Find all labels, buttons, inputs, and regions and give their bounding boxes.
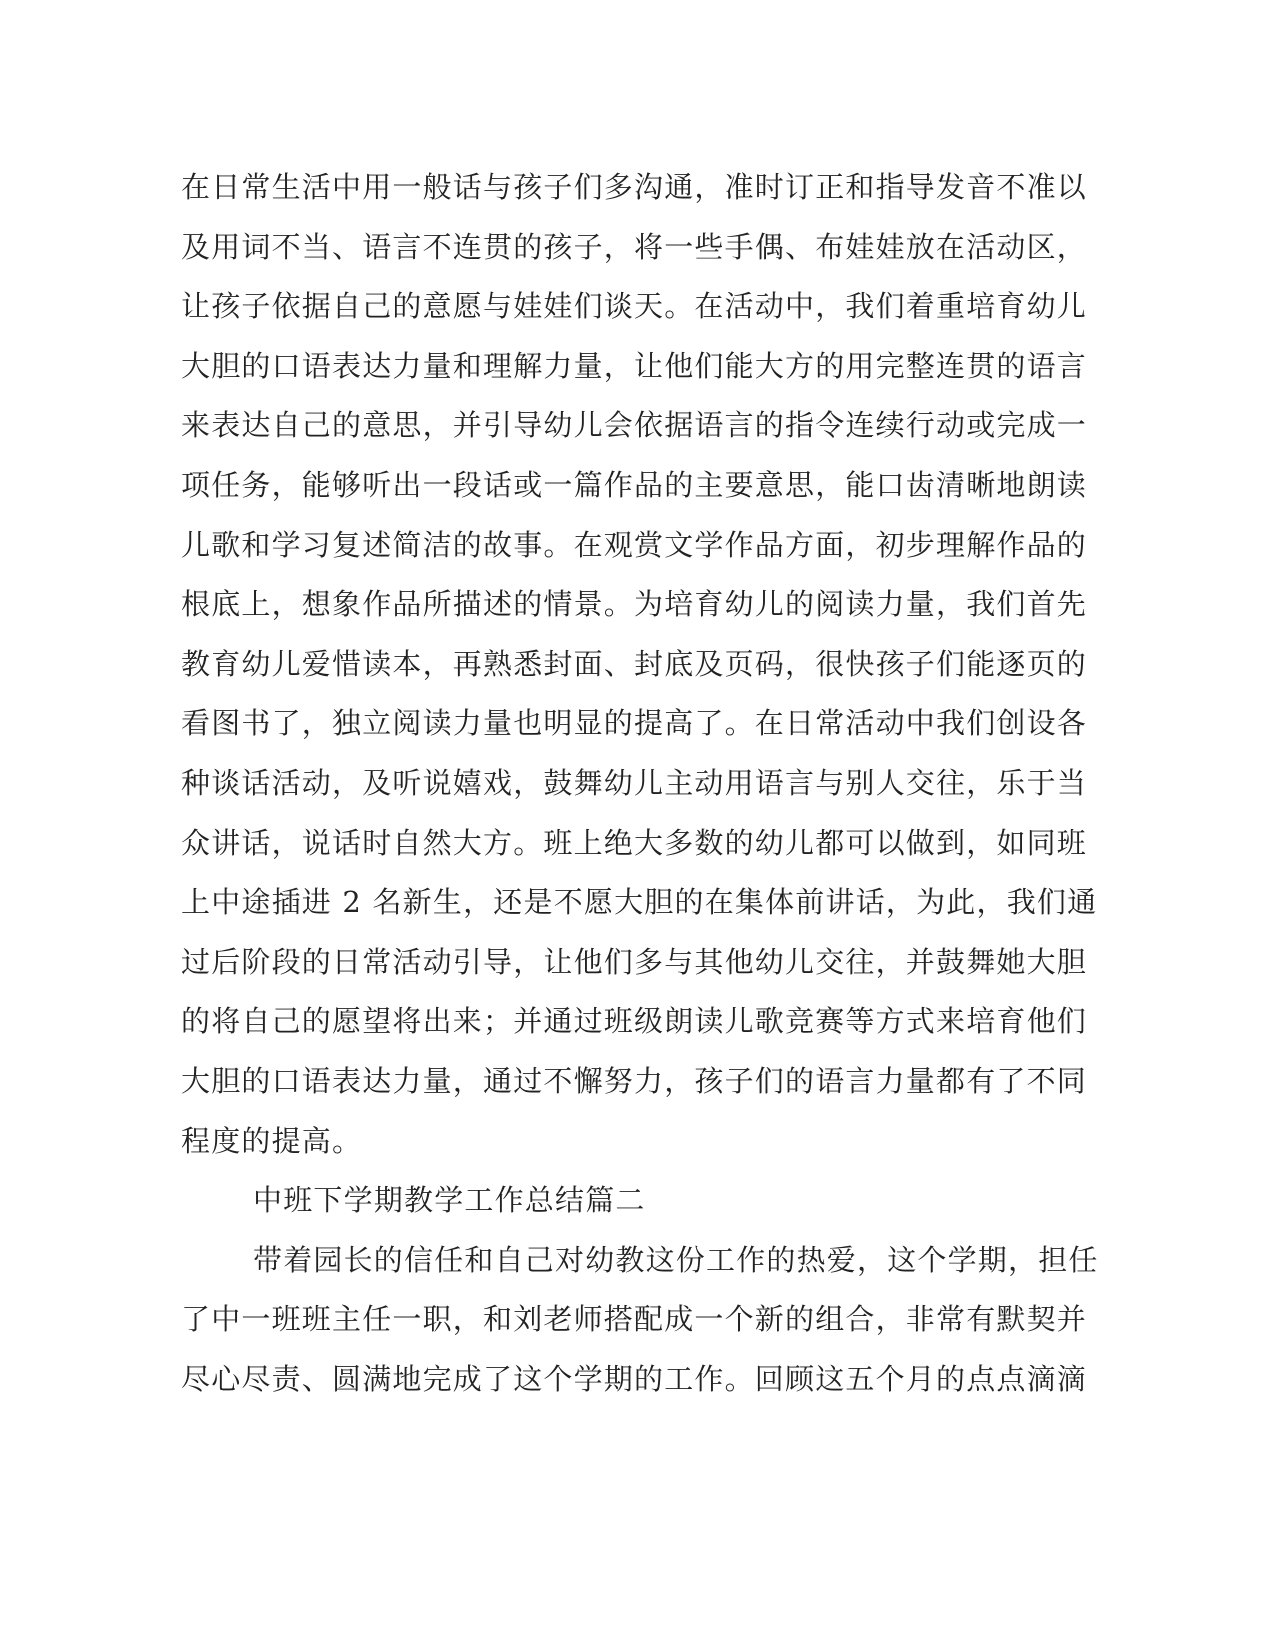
text-line: 大胆的口语表达力量和理解力量，让他们能大方的用完整连贯的语言 <box>181 348 1088 383</box>
text-line: 来表达自己的意思，并引导幼儿会依据语言的指令连续行动或完成一 <box>181 408 1088 443</box>
text-line: 过后阶段的日常活动引导，让他们多与其他幼儿交往，并鼓舞她大胆 <box>181 944 1088 979</box>
text-line: 教育幼儿爱惜读本，再熟悉封面、封底及页码，很快孩子们能逐页的 <box>181 646 1088 681</box>
text-line: 大胆的口语表达力量，通过不懈努力，孩子们的语言力量都有了不同 <box>181 1063 1088 1098</box>
text-line: 让孩子依据自己的意愿与娃娃们谈天。在活动中，我们着重培育幼儿 <box>181 289 1088 324</box>
section-heading: 中班下学期教学工作总结篇二 <box>253 1183 646 1218</box>
text-line: 种谈话活动，及听说嬉戏，鼓舞幼儿主动用语言与别人交往，乐于当 <box>181 765 1088 800</box>
body-text <box>181 158 1099 1409</box>
text-line: 项任务，能够听出一段话或一篇作品的主要意思，能口齿清晰地朗读 <box>181 467 1088 502</box>
text-line: 带着园长的信任和自己对幼教这份工作的热爱，这个学期，担任 <box>253 1242 1099 1277</box>
text-line: 在日常生活中用一般话与孩子们多沟通，准时订正和指导发音不准以 <box>181 170 1088 204</box>
text-line: 众讲话，说话时自然大方。班上绝大多数的幼儿都可以做到，如同班 <box>181 825 1088 860</box>
text-line: 的将自己的愿望将出来；并通过班级朗读儿歌竞赛等方式来培育他们 <box>181 1004 1088 1039</box>
text-line: 尽心尽责、圆满地完成了这个学期的工作。回顾这五个月的点点滴滴 <box>181 1361 1088 1396</box>
text-line: 程度的提高。 <box>181 1123 363 1158</box>
text-line: 儿歌和学习复述简洁的故事。在观赏文学作品方面，初步理解作品的 <box>181 527 1088 562</box>
text-line: 及用词不当、语言不连贯的孩子，将一些手偶、布娃娃放在活动区， <box>181 229 1088 264</box>
text-line: 根底上，想象作品所描述的情景。为培育幼儿的阅读力量，我们首先 <box>181 587 1088 622</box>
text-line: 上中途插进 2 名新生，还是不愿大胆的在集体前讲话，为此，我们通 <box>181 885 1098 920</box>
text-line: 了中一班班主任一职，和刘老师搭配成一个新的组合，非常有默契并 <box>181 1302 1088 1337</box>
text-line: 看图书了，独立阅读力量也明显的提高了。在日常活动中我们创设各 <box>181 706 1088 741</box>
